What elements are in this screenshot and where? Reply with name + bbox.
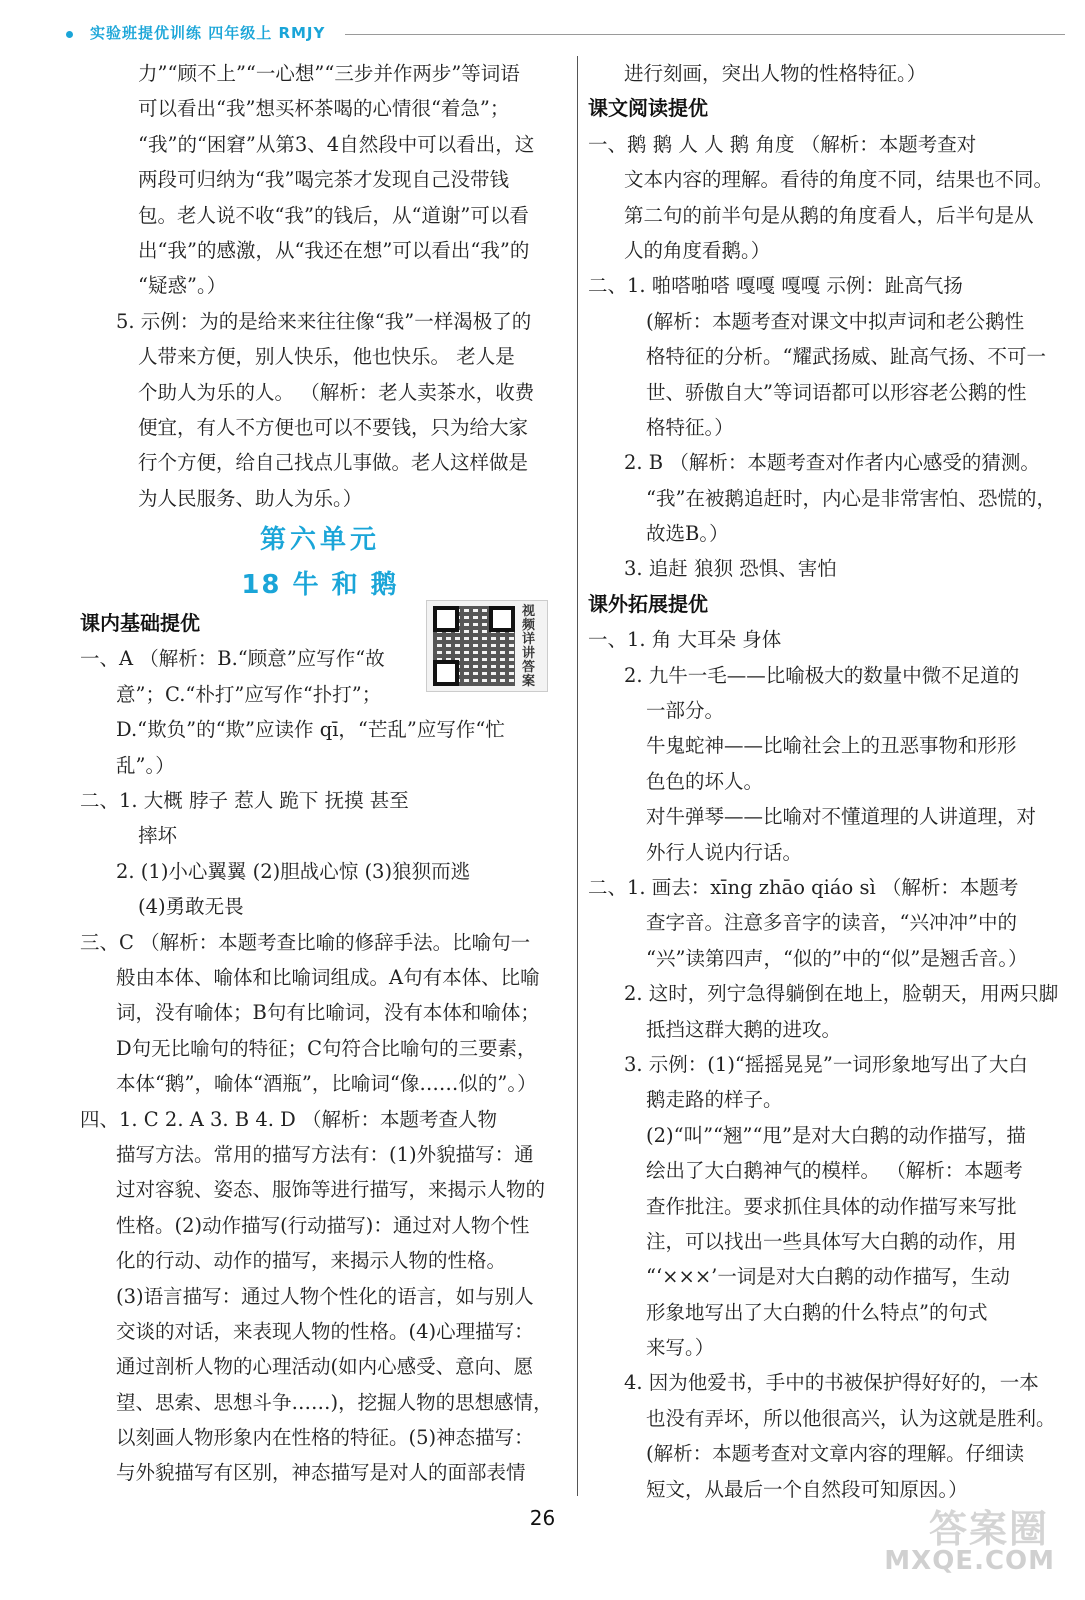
text-line: 力”“顾不上”“一心想”“三步并作两步”等词语: [138, 62, 520, 85]
text-line: 一、1. 角 大耳朵 身体: [588, 628, 782, 652]
text-line: 过对容貌、姿态、服饰等进行描写，来揭示人物的: [116, 1178, 546, 1202]
text-line: 绘出了大白鹅神气的模样。 （解析：本题考: [646, 1159, 1023, 1183]
text-line: 鹅走路的样子。: [646, 1088, 783, 1112]
text-line: 性格。(2)动作描写(行动描写)：通过对人物个性: [116, 1213, 530, 1237]
text-line: 包。老人说不收“我”的钱后，从“道谢”可以看: [138, 203, 529, 227]
text-line: 牛鬼蛇神——比喻社会上的丑恶事物和形形: [646, 734, 1017, 758]
text-line: 以刻画人物形象内在性格的特征。(5)神态描写：: [116, 1426, 534, 1450]
lesson-title: 18 牛 和 鹅: [241, 570, 399, 601]
text-line: D.“欺负”的“欺”应读作 qī，“芒乱”应写作“忙: [116, 718, 505, 742]
book-title: 实验班提优训练 四年级上 RMJY: [90, 24, 326, 42]
section-heading: 课外拓展提优: [588, 591, 708, 616]
text-line: 一部分。: [646, 699, 725, 723]
page-header: [0, 22, 1085, 46]
text-line: 行个方便，给自己找点儿事做。老人这样做是: [138, 451, 529, 475]
text-line: “我”的“困窘”从第3、4自然段中可以看出，这: [138, 132, 535, 156]
text-line: 查作批注。要求抓住具体的动作描写来写批: [646, 1194, 1017, 1218]
text-line: 2. B （解析：本题考查对作者内心感受的猜测。: [624, 451, 1040, 475]
text-line: 乱”。）: [116, 753, 175, 777]
text-line: 故选B。）: [646, 522, 729, 546]
text-line: 为人民服务、助人为乐。）: [138, 486, 363, 510]
text-line: 来写。）: [646, 1336, 715, 1360]
text-line: 短文，从最后一个自然段可知原因。）: [646, 1477, 968, 1501]
qr-finder-icon: [433, 660, 459, 686]
text-line: D句无比喻句的特征；C句符合比喻句的三要素，: [116, 1036, 537, 1060]
text-line: 两段可归纳为“我”喝完茶才发现自己没带钱: [138, 168, 509, 192]
text-line: 一、A （解析：B.“顾意”应写作“故: [80, 647, 385, 671]
text-line: 形象地写出了大白鹅的什么特点”的句式: [646, 1300, 988, 1324]
text-line: 描写方法。常用的描写方法有：(1)外貌描写：通: [116, 1142, 534, 1166]
text-line: 也没有弄坏，所以他很高兴，认为这就是胜利。: [646, 1406, 1056, 1430]
text-line: 交谈的对话，来表现人物的性格。(4)心理描写：: [116, 1319, 534, 1343]
text-line: 般由本体、喻体和比喻词组成。A句有本体、比喻: [116, 965, 540, 989]
text-line: “兴”读第四声，“似的”中的“似”是翘舌音。）: [646, 946, 1028, 970]
watermark-url: MXQE.COM: [884, 1546, 1055, 1576]
text-line: 查字音。注意多音字的读音，“兴冲冲”中的: [646, 911, 1017, 935]
qr-label: 视频详讲答案: [522, 604, 536, 689]
text-line: “‘×××’一词是对大白鹅的动作描写，生动: [646, 1265, 1010, 1289]
text-line: 四、1. C 2. A 3. B 4. D （解析：本题考查人物: [80, 1107, 497, 1131]
right-column: [588, 56, 1068, 1507]
text-line: 化的行动、动作的描写，来揭示人物的性格。: [116, 1249, 507, 1273]
text-line: 注，可以找出一些具体写大白鹅的动作，用: [646, 1229, 1017, 1253]
text-line: 一、鹅 鹅 人 人 鹅 角度 （解析：本题考查对: [588, 132, 977, 156]
text-line: 三、C （解析：本题考查比喻的修辞手法。比喻句一: [80, 930, 531, 954]
text-line: (2)“叫”“翘”“甩”是对大白鹅的动作描写，描: [646, 1123, 1026, 1147]
text-line: 格特征的分析。“耀武扬威、趾高气扬、不可一: [646, 345, 1046, 369]
text-line: 格特征。）: [646, 415, 734, 439]
text-line: 4. 因为他爱书，手中的书被保护得好好的，一本: [624, 1371, 1039, 1395]
text-line: 3. 示例：(1)“摇摇晃晃”一词形象地写出了大白: [624, 1052, 1028, 1076]
text-line: 二、1. 画去：xīng zhāo qiáo sì （解析：本题考: [588, 875, 1019, 899]
watermark-logo: [877, 1496, 1057, 1582]
text-line: 色色的坏人。: [646, 769, 764, 793]
text-line: (解析：本题考查对课文中拟声词和老公鹅性: [646, 309, 1025, 333]
text-line: 5. 示例：为的是给来来往往像“我”一样渴极了的: [116, 309, 532, 333]
text-line: “疑惑”。）: [138, 274, 227, 298]
column-divider: [577, 56, 578, 1496]
text-line: 二、1. 啪嗒啪嗒 嘎嘎 嘎嘎 示例：趾高气扬: [588, 274, 963, 298]
text-line: 通过剖析人物的心理活动(如内心感受、意向、愿: [116, 1355, 534, 1379]
qr-finder-icon: [489, 606, 515, 632]
text-line: 进行刻画，突出人物的性格特征。）: [624, 62, 927, 85]
header-rule: [345, 34, 1065, 35]
section-heading: 课文阅读提优: [588, 96, 708, 121]
text-line: (4)勇敢无畏: [138, 895, 244, 919]
text-line: 对牛弹琴——比喻对不懂道理的人讲道理，对: [646, 805, 1037, 829]
unit-title: 第六单元: [259, 525, 380, 556]
bullet-dot-icon: [66, 31, 73, 38]
text-line: 本体“鹅”，喻体“酒瓶”，比喻词“像……似的”。）: [116, 1072, 537, 1096]
text-line: 望、思索、思想斗争……)，挖掘人物的思想感情，: [116, 1390, 553, 1414]
text-line: 世、骄傲自大”等词语都可以形容老公鹅的性: [646, 380, 1027, 404]
watermark-text: 答案圈: [928, 1507, 1049, 1551]
left-column: [80, 56, 560, 1491]
text-line: (解析：本题考查对文章内容的理解。仔细读: [646, 1442, 1025, 1466]
text-line: 词，没有喻体；B句有比喻词，没有本体和喻体；: [116, 1001, 540, 1025]
text-line: 摔坏: [138, 824, 178, 848]
text-line: 便宜，有人不方便也可以不要钱，只为给大家: [138, 415, 529, 439]
text-line: 2. 九牛一毛——比喻极大的数量中微不足道的: [624, 663, 1020, 687]
text-line: 人的角度看鹅。）: [624, 238, 771, 262]
text-line: 人带来方便，别人快乐，他也快乐。 老人是: [138, 345, 515, 369]
text-line: 与外貌描写有区别，神态描写是对人的面部表情: [116, 1461, 526, 1485]
text-line: 外行人说内行话。: [646, 840, 803, 864]
text-line: “我”在被鹅追赶时，内心是非常害怕、恐慌的，: [646, 486, 1056, 510]
text-line: 二、1. 大概 脖子 惹人 跪下 抚摸 甚至: [80, 789, 409, 813]
text-line: (3)语言描写：通过人物个性化的语言，如与别人: [116, 1284, 534, 1308]
text-line: 文本内容的理解。看待的角度不同，结果也不同。: [624, 168, 1054, 192]
text-line: 2. 这时，列宁急得躺倒在地上，脸朝天，用两只脚: [624, 982, 1059, 1006]
text-line: 个助人为乐的人。 （解析：老人卖茶水，收费: [138, 380, 535, 404]
text-line: 抵挡这群大鹅的进攻。: [646, 1017, 842, 1041]
page-number: 26: [529, 1506, 556, 1530]
section-heading: 课内基础提优: [80, 611, 200, 636]
qr-code[interactable]: [426, 600, 548, 692]
text-line: 3. 追赶 狼狈 恐惧、害怕: [624, 557, 837, 581]
text-line: 意”；C.“朴打”应写作“扑打”；: [116, 682, 382, 706]
text-line: 第二句的前半句是从鹅的角度看人，后半句是从: [624, 203, 1034, 227]
text-line: 出“我”的感激，从“我还在想”可以看出“我”的: [138, 238, 530, 262]
text-line: 2. (1)小心翼翼 (2)胆战心惊 (3)狼狈而逃: [116, 859, 471, 883]
text-line: 可以看出“我”想买杯茶喝的心情很“着急”；: [138, 97, 510, 121]
qr-finder-icon: [433, 606, 459, 632]
